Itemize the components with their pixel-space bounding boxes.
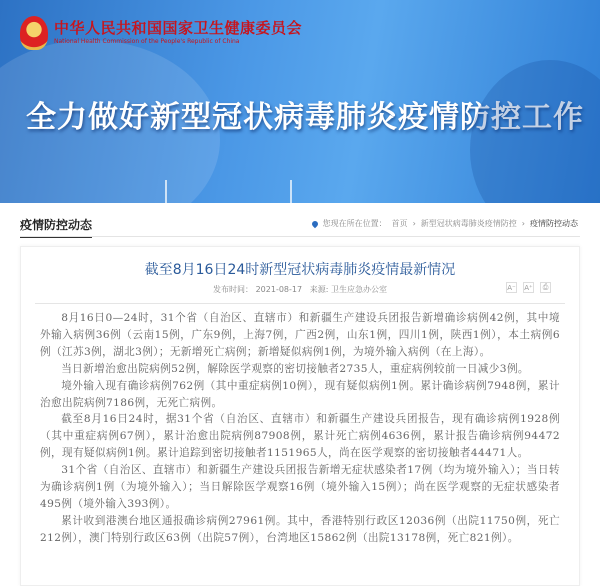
date-label: 发布时间：: [213, 285, 254, 294]
national-emblem-icon: [20, 16, 48, 50]
publish-date: 2021-08-17: [255, 285, 303, 294]
font-decrease-button[interactable]: A⁻: [507, 283, 516, 292]
paragraph: 8月16日0—24时，31个省（自治区、直辖市）和新疆生产建设兵团报告新增确诊病例42例，其中境外输入病例36例（云南15例，广东9例，上海7例，广西2例，山东1例，四川1例，陕西1例），本土病例6例（江苏3例，湖北3例）；无新增死亡病例；新增疑似病例1例，为境外输入病例（在上海）。: [40, 312, 560, 358]
breadcrumb-separator: ›: [521, 219, 525, 228]
org-name-en: National Health Commission of the People's Republic of China: [54, 38, 240, 45]
section-title: 疫情防控动态: [20, 216, 92, 238]
decor-beam: [165, 180, 167, 203]
breadcrumb-prefix: 您现在所在位置：: [322, 219, 387, 228]
source-label: 来源:: [309, 285, 329, 294]
article-tools: [506, 282, 551, 293]
paragraph: 累计收到港澳台地区通报确诊病例27961例。其中，香港特别行政区12036例（出院11750例，死亡212例），澳门特别行政区63例（出院57例），台湾地区15862例（出院13178例，死亡821例）。: [40, 514, 560, 544]
font-increase-button[interactable]: A⁺: [524, 283, 533, 292]
article-divider: [35, 303, 565, 304]
source: 卫生应急办公室: [330, 285, 387, 294]
article-card: [20, 246, 580, 586]
section-divider: [20, 236, 580, 237]
banner-slogan: 全力做好新型冠状病毒肺炎疫情防控工作: [26, 100, 584, 135]
breadcrumb: [312, 218, 578, 229]
breadcrumb-home[interactable]: 首页: [391, 219, 408, 228]
decor-beam: [290, 180, 292, 203]
location-pin-icon: [310, 219, 318, 227]
print-icon[interactable]: ⎙: [540, 282, 551, 293]
header-banner: [0, 0, 600, 203]
org-name-cn[interactable]: 中华人民共和国国家卫生健康委员会: [54, 19, 303, 37]
paragraph: 境外输入现有确诊病例762例（其中重症病例10例），现有疑似病例1例。累计确诊病例7948例，累计治愈出院病例7186例，无死亡病例。: [40, 379, 560, 409]
article-body: [40, 310, 560, 547]
breadcrumb-separator: ›: [412, 219, 416, 228]
article-title: 截至8月16日24时新型冠状病毒肺炎疫情最新情况: [144, 262, 456, 278]
paragraph: 当日新增治愈出院病例52例，解除医学观察的密切接触者2735人，重症病例较前一日减少3例。: [61, 362, 529, 375]
paragraph: 截至8月16日24时，据31个省（自治区、直辖市）和新疆生产建设兵团报告，现有确诊病例1928例（其中重症病例67例），累计治愈出院病例87908例，累计死亡病例4636例，累计报告确诊病例94472例，现有疑似病例1例。累计追踪到密切接触者1151965人，尚在医学观察的密切接触者44471人。: [40, 413, 560, 460]
article-meta: [21, 284, 579, 295]
paragraph: 31个省（自治区、直辖市）和新疆生产建设兵团报告新增无症状感染者17例（均为境外输入）；当日转为确诊病例1例（为境外输入）；当日解除医学观察16例（境外输入15例）；尚在医学观察的无症状感染者495例（境外输入393例）。: [40, 464, 560, 510]
breadcrumb-covid[interactable]: 新型冠状病毒肺炎疫情防控: [420, 219, 517, 228]
breadcrumb-current[interactable]: 疫情防控动态: [530, 219, 578, 228]
